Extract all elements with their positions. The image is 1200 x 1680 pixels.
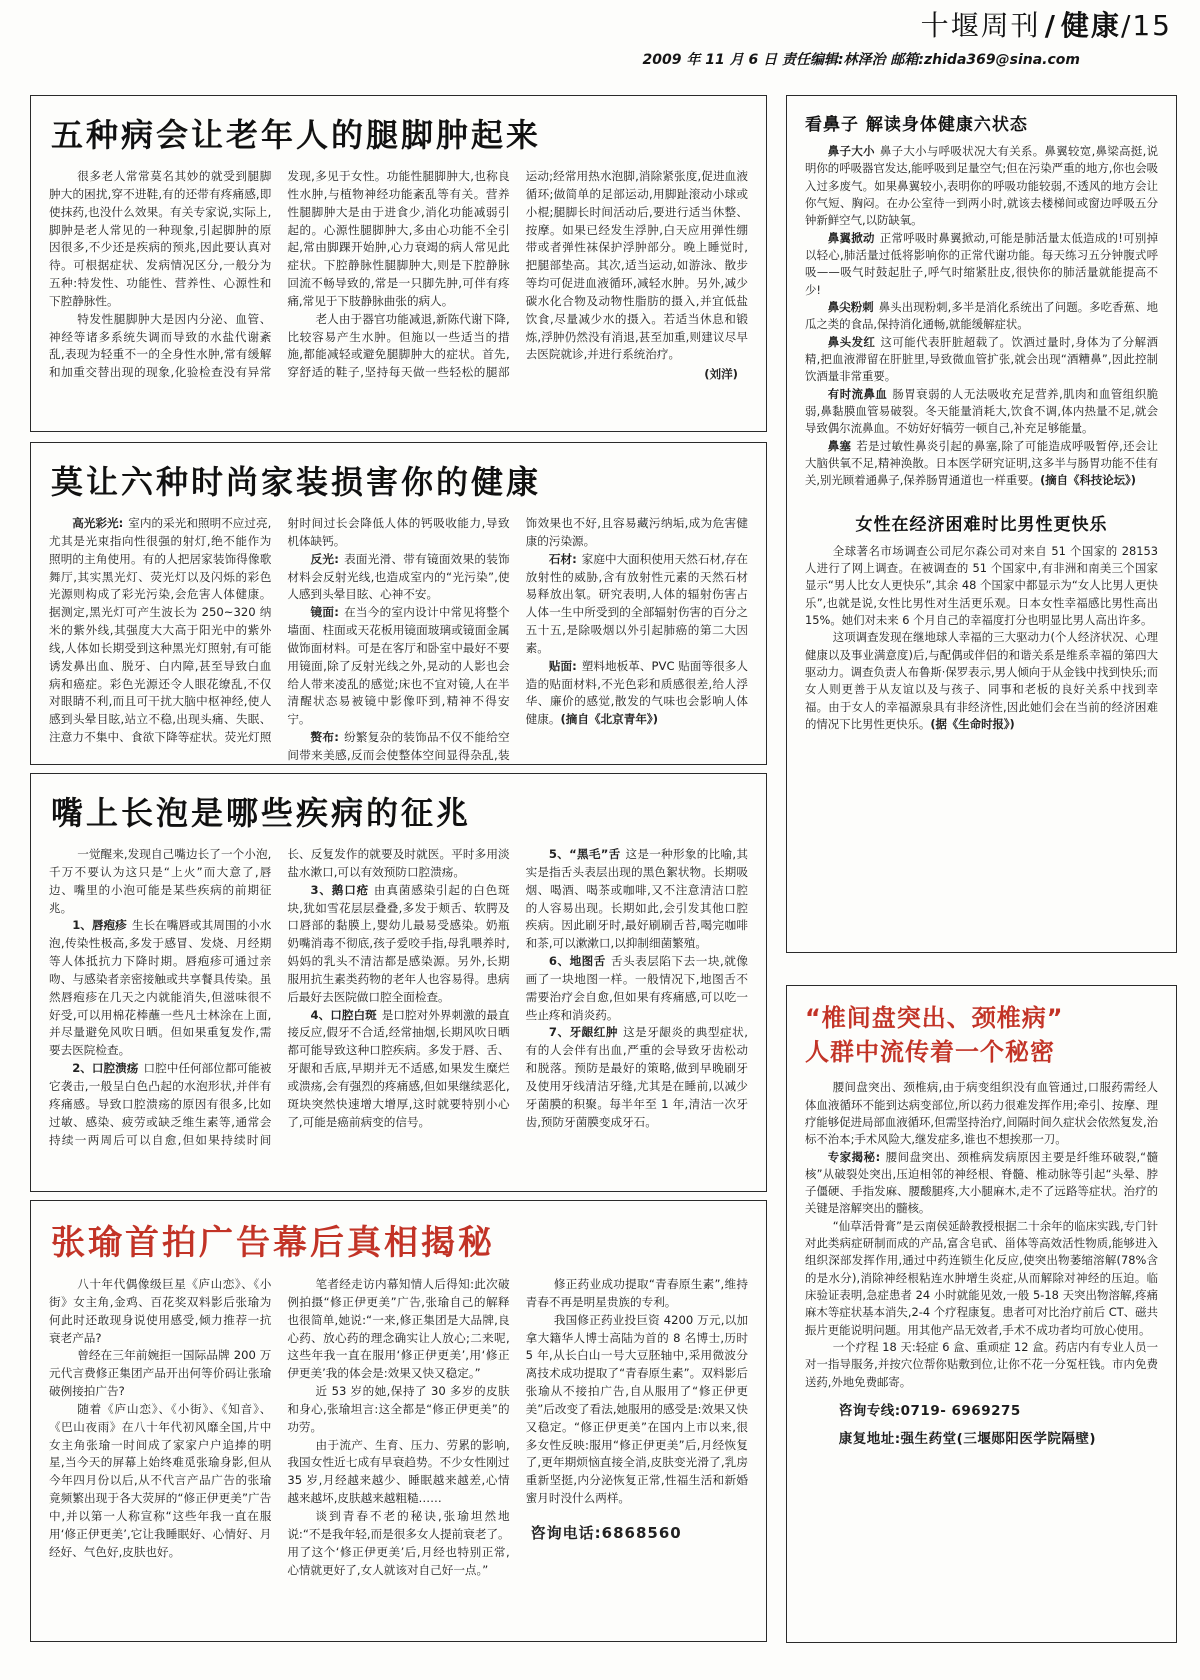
paragraph	[49, 1347, 271, 1401]
paragraph-text: 这是一种形象的比喻,其实是指舌头表层出现的黑色絮状物。长期吸烟、喝酒、喝茶或咖啡,又不注意清洁口腔的人容易出现。长期如此,会引发其他口腔疾病。因此刷牙时,最好刷刷舌苔,喝完咖啡和茶,可以漱漱口,以抑制细菌繁殖。	[525, 847, 748, 951]
paragraph-text: 鼻子大小与呼吸状况大有关系。鼻翼较宽,鼻梁高挺,说明你的呼吸器官发达,能呼吸到足量空气;但在污染严重的地方,你也会吸入过多废气。如果鼻翼较小,表明你的呼吸功能较弱,不透风的地方会让你气短、胸闷。在办公室待一到两小时,就该去楼梯间或窗边呼吸五分钟新鲜空气,以防缺氧。	[805, 144, 1158, 228]
paragraph-lead: 鼻子大小	[827, 144, 875, 158]
paragraph	[287, 1276, 509, 1383]
masthead-slash: /	[1044, 9, 1057, 42]
paragraph	[805, 334, 1158, 386]
paragraph-text: 是口腔对外界刺激的最直接反应,假牙不合适,经常抽烟,长期风吹日晒都可能导致这种口腔疾病。多发于唇、舌、牙龈和舌底,早期并无不适感,如果发生糜烂或溃疡,会有强烈的疼痛感,但如果继续恶化,斑块突然快速增大增厚,这时就要特别小心了,可能是癌前病变的信号。	[287, 1007, 510, 1129]
spine-headline-line1: “椎间盘突出、颈椎病”	[805, 1004, 1064, 1032]
paragraph	[805, 1218, 1158, 1339]
paragraph	[805, 629, 1158, 733]
paragraph	[287, 882, 509, 1007]
paragraph-text: 很多老人常常莫名其妙的就受到腿脚肿大的困扰,穿不进鞋,有的还带有疼痛感,即使抹药,也没什么效果。有关专家说,实际上,脚肿是老人常见的一种现象,引起脚肿的原因很多,不少还是疾病的预兆,因此要认真对待。可根据症状、发病情况区分,一般分为五种:特发性、功能性、营养性、心源性和下腔静脉性。	[49, 169, 272, 308]
paragraph-lead: 鼻塞	[827, 438, 852, 453]
paragraph	[49, 917, 271, 1060]
paragraph-lead: 3、鹅口疮	[310, 882, 370, 897]
paragraph-source: (摘自《科技论坛》)	[1040, 473, 1136, 488]
paragraph	[49, 1401, 271, 1562]
paragraph-lead: 高光彩光:	[72, 516, 124, 530]
article-legs-body	[49, 168, 748, 384]
paragraph-lead: 鼻翼掀动	[827, 230, 875, 245]
paragraph-lead: 4、口腔白斑	[310, 1007, 377, 1022]
publication-name: 十堰周刊	[920, 9, 1041, 42]
paragraph-lead: 镜面:	[310, 605, 339, 620]
paragraph	[526, 1312, 748, 1508]
paragraph	[49, 1276, 271, 1347]
paragraph-text: 正常呼吸时鼻翼掀动,可能是肺活量太低造成的!可别掉以轻心,肺活量过低将影响你的正常代谢功能。每天练习五分钟腹式呼吸——吸气时鼓起肚子,呼气时缩紧肚皮,很快你的肺活量就能提高不少!	[805, 230, 1158, 297]
paragraph	[287, 1437, 509, 1508]
paragraph-text: 全球著名市场调查公司尼尔森公司对来自 51 个国家的 28153 人进行了网上调查。在被调查的 51 个国家中,有非洲和南美三个国家显示“男人比女人更快乐”,其余 48 个国家中都显示为“女人比男人更快乐”,也就是说,女性比男性对生活更乐观。日本女性幸福感比男性高出 15%。她们对未来 6 个月自己的幸福度打分也明显比男人高出许多。	[805, 543, 1158, 627]
paragraph-text: 随着《庐山恋》、《小街》、《知音》、《巴山夜雨》在八十年代初风靡全国,片中女主角张瑜一时间成了家家户户追捧的明星,当今天的屏幕上始终难觅张瑜身影,但从今年四月份以后,从不代言产品广告的张瑜竟频繁出现于各大荧屏的“修正伊更美”广告中,并以第一人称宣称“这些年我一直在服用‘修正伊更美’,它让我睡眠好、心情好、月经好、气色好,皮肤也好。	[49, 1401, 272, 1559]
paragraph-lead: 贴面:	[548, 658, 577, 673]
spine-address: 康复地址:强生药堂(三堰郧阳医学院隔壁)	[838, 1431, 1096, 1448]
paragraph-text: 笔者经走访内幕知情人后得知:此次破例拍摄“修正伊更美”广告,张瑜自己的解释也很简单,她说:“一来,修正集团是大品牌,良心药、放心药的理念确实让人放心;二来呢,这些年我一直在服用‘修正伊更美’,用‘修正伊更美’我的体会是:效果又快又稳定。”	[287, 1277, 510, 1381]
paragraph-text: 由于流产、生育、压力、劳累的影响,我国女性近七成有早衰趋势。不少女性刚过 35 岁,月经越来越少、睡眠越来越差,心情越来越坏,皮肤越来越粗糙……	[287, 1437, 510, 1506]
paragraph-text: 特发性腿脚肿大是因内分泌、血管、神经等诸多系统失调而导致的水盐代谢紊乱,表现为轻重不一的全身性水肿,常有缓解和加重交替出现的现象,化验检查没有异常发现,多见于女性。功能性腿脚肿大,也称良性水肿,与植物神经功能紊乱等有关。营养性腿脚肿大是由于进食少,消化功能减弱引起的。心源性腿脚肿大,多由心功能不全引起,常由脚踝开始肿,心力衰竭的病人常见此症状。下腔静脉性腿脚肿大,则是下腔静脉回流不畅导致的,常是一只脚先肿,可伴有疼痛,常见于下肢静脉曲张的病人。	[49, 169, 510, 380]
article-zhangyu-box	[30, 1200, 767, 1642]
paragraph-text: 在当今的室内设计中常见将整个墙面、柱面或天花板用镜面玻璃或镜面金属做饰面材料。可是在客厅和卧室中最好不要用镜面,除了反射光线之外,晃动的人影也会给人带来凌乱的感觉;床也不宜对镜,人在半清醒状态易被镜中影像吓到,精神不得安宁。	[287, 605, 510, 727]
paragraph-lead: 有时流鼻血	[827, 386, 888, 401]
paragraph-text: 舌头表层陷下去一块,就像画了一块地图一样。一般情况下,地图舌不需要治疗会自愈,但如果有疼痛感,可以吃一些止疼和消炎药。	[525, 954, 748, 1022]
paragraph-lead: 鼻尖粉刺	[827, 299, 874, 314]
article-lips-box	[30, 773, 767, 1192]
paragraph	[49, 846, 271, 917]
paragraph	[526, 1024, 748, 1131]
paragraph-text: 纷繁复杂的装饰品不仅不能给空间带来美感,反而会使整体空间显得杂乱,装饰效果也不好,且容易藏污纳垢,成为危害健康的污染源。	[287, 516, 748, 762]
paragraph-lead: 鼻头发红	[827, 334, 876, 349]
paragraph-text: 咨询电话:6868560	[530, 1523, 682, 1542]
paragraph-source: (据《生命时报》)	[930, 716, 1015, 731]
article-zhangyu-body	[49, 1276, 748, 1579]
paragraph-text: 口腔中任何部位都可能被它袭击,一般呈白色凸起的水泡形状,并伴有疼痛感。导致口腔溃疡的原因有很多,比如过敏、感染、疲劳或缺乏维生素等,通常会持续一两周后可以自愈,但如果持续时间长、反复发作的就要及时就医。平时多用淡盐水漱口,可以有效预防口腔溃疡。	[49, 847, 510, 1147]
paragraph-text: 这是牙龈炎的典型症状,有的人会伴有出血,严重的会导致牙齿松动和脱落。预防是最好的策略,做到早晚刷牙及使用牙线清洁牙缝,尤其是在睡前,以减少牙菌膜的积聚。每半年至 1 年,清洁一次牙齿,预防牙菌膜变成牙石。	[525, 1025, 748, 1129]
paragraph	[526, 366, 748, 384]
paragraph	[526, 658, 748, 729]
paragraph-text: 家庭中大面积使用天然石材,存在放射性的威胁,含有放射性元素的天然石材易释放出氡。研究表明,人体的辐射伤害占人体一生中所受到的全部辐射伤害的百分之五十五,是除吸烟以外引起肺癌的第二大因素。	[525, 551, 748, 655]
paragraph	[526, 1522, 748, 1545]
paragraph-text: 这项调查发现在继地球人幸福的三大驱动力(个人经济状况、心理健康以及事业满意度)后,与配偶或伴侣的和谐关系是维系幸福的第四大驱动力。调查负责人布鲁斯·保罗表示,男人倾向于从金钱中找到快乐;而女人则更善于从友谊以及与孩子、同事和老板的良好关系中找到幸福。由于女人的幸福源泉具有非经济性,因此她们会在当前的经济困难的情况下比男性更快乐。	[805, 630, 1158, 731]
paragraph-text: 我国修正药业投巨资 4200 万元,以加拿大籍华人博士高陆为首的 8 名博士,历时 5 年,从长白山一号大豆胚轴中,采用微波分离技术成功提取了“青春原生素”。双料影后张瑜从不接拍广告,自从服用了“修正伊更美”后改变了看法,她服用的感受是:效果又快又稳定。“修正伊更美”在国内上市以来,很多女性反映:服用“修正伊更美”后,月经恢复了,更年期烦恼直接全消,皮肤变光滑了,乳房重新坚挺,内分泌恢复正常,性福生活和新婚蜜月时没什么两样。	[525, 1312, 748, 1506]
paragraph-text: 这可能代表肝脏超载了。饮酒过量时,身体为了分解酒精,把血液滞留在肝脏里,导致微血管扩张,就会出现“酒糟鼻”,因此控制饮酒量非常重要。	[805, 334, 1158, 384]
paragraph-lead: 石材:	[548, 551, 577, 566]
paragraph	[805, 299, 1158, 334]
paragraph-text: 近 53 岁的她,保持了 30 多岁的皮肤和身心,张瑜坦言:这全都是“修正伊更美”的功劳。	[287, 1384, 510, 1434]
article-women-body	[805, 543, 1158, 734]
paragraph	[805, 1079, 1158, 1148]
paragraph	[287, 1508, 509, 1579]
paragraph-text: 肠胃衰弱的人无法吸收充足营养,肌肉和血管组织脆弱,鼻黏膜血管易破裂。冬天能量消耗大,饮食不调,体内热量不足,就会导致偶尔流鼻血。不妨好好犒劳一顿自己,补充足够能量。	[805, 386, 1158, 436]
dateline: 2009 年 11 月 6 日 责任编辑:林泽治 邮箱:zhida369@sina.com	[642, 52, 1080, 68]
paragraph	[526, 1276, 748, 1312]
article-legs-box	[30, 95, 767, 432]
masthead-title	[643, 4, 1172, 44]
paragraph	[805, 143, 1158, 230]
paragraph	[287, 551, 509, 605]
paragraph	[805, 438, 1158, 490]
paragraph	[526, 953, 748, 1024]
paragraph-lead: 2、口腔溃疡	[72, 1061, 139, 1076]
paragraph-lead: 专家揭秘:	[827, 1149, 881, 1164]
paragraph-text: “仙草活骨膏”是云南侯延龄教授根据二十余年的临床实践,专门针对此类病症研制而成的产品,富含皂甙、甾体等高效活性物质,能够进入组织深部发挥作用,通过中药连锁生化反应,使突出物萎缩溶解(78%含的是水分),消除神经根粘连水肿增生炎症,从而解除对神经的压迫。临床验证表明,急症患者 24 小时就能见效,一般 5-18 天突出物溶解,疼痛麻木等症状基本消失,2-4 个疗程康复。患者可对比治疗前后 CT、磁共振片更能说明问题。用其他产品无效者,手术不成功者均可放心使用。	[805, 1218, 1158, 1337]
paragraph	[287, 1007, 509, 1132]
paragraph-lead: 赘布:	[310, 730, 339, 745]
article-legs-headline: 五种病会让老年人的腿脚肿起来	[51, 116, 542, 154]
spine-hotline: 咨询专线:0719- 6969275	[838, 1403, 1021, 1420]
article-spine-body	[805, 1079, 1158, 1391]
article-nose	[805, 110, 1158, 490]
paragraph	[287, 604, 509, 729]
paragraph-source: (摘自《北京青年》)	[560, 712, 659, 727]
article-spine-box	[786, 985, 1177, 1643]
paragraph-text: 一觉醒来,发现自己嘴边长了一个小泡,千万不要认为这只是“上火”而大意了,唇边、嘴里的小泡可能是某些疾病的前期征兆。	[49, 847, 272, 915]
paragraph	[805, 386, 1158, 438]
paragraph-text: 一个疗程 18 天:轻症 6 盒、重顽症 12 盒。药店内有专业人员一对一指导服务,并按穴位帮你贴敷到位,让你不花一分冤枉钱。市内免费送药,外地免费邮寄。	[805, 1340, 1158, 1389]
masthead	[643, 4, 1172, 69]
paragraph	[526, 846, 748, 953]
paragraph-text: 八十年代偶像级巨星《庐山恋》、《小街》女主角,金鸡、百花奖双料影后张瑜为何此时还敢现身说使用感受,倾力推荐一抗衰老产品?	[49, 1277, 272, 1345]
paragraph	[805, 230, 1158, 299]
paragraph	[287, 1383, 509, 1437]
paragraph-text: 塑料地板革、PVC 贴面等很多人造的贴面材料,不光色彩和质感很差,给人浮华、廉价的感觉,散发的气味也会影响人体健康。	[525, 658, 748, 727]
article-decor-box	[30, 442, 767, 765]
article-lips-headline: 嘴上长泡是哪些疾病的征兆	[51, 794, 472, 832]
paragraph-text: 鼻头出现粉刺,多半是消化系统出了问题。多吃香蕉、地瓜之类的食品,保持消化通畅,就能缓解症状。	[805, 299, 1158, 332]
paragraph-text: 由真菌感染引起的白色斑块,犹如雪花层层叠叠,多发于颊舌、软腭及口唇部的黏膜上,婴幼儿最易受感染。奶瓶奶嘴消毒不彻底,孩子爱咬手指,母乳喂养时,妈妈的乳头不清洁都是感染源。另外,长期服用抗生素类药物的老年人也容易得。患病后最好去医院做口腔全面检查。	[287, 882, 510, 1004]
paragraph-lead: 5、“黑毛”舌	[548, 847, 621, 861]
paragraph-text: 老人由于器官功能减退,新陈代谢下降,比较容易产生水肿。但施以一些适当的措施,都能减轻或避免腿脚肿大的症状。首先,穿舒适的鞋子,坚持每天做一些轻松的腿部运动;经常用热水泡脚,消除紧张度,促进血液循环;做简单的足部运动,用脚趾滚动小球或小棍;腿脚长时间活动后,要进行适当休整、按摩。如果已经发生浮肿,白天应用弹性绷带或者弹性袜保护浮肿部分。晚上睡觉时,把腿部垫高。其次,适当运动,如游泳、散步等均可促进血液循环,减轻水肿。另外,减少碳水化合物及动物性脂肪的摄入,并宜低盐饮食,尽量减少水的摄入。若适当休息和锻炼,浮肿仍然没有消退,甚至加重,则建议尽早去医院就诊,并进行系统治疗。	[287, 169, 748, 380]
paragraph-text: 修正药业成功提取“青春原生素”,维持青春不再是明星贵族的专利。	[525, 1277, 748, 1309]
paragraph-text: 若是过敏性鼻炎引起的鼻塞,除了可能造成呼吸暂停,还会让大脑供氧不足,精神涣散。日本医学研究证明,这多半与肠胃功能不佳有关,别光顾着通鼻子,保养肠胃通道也一样重要。	[805, 438, 1158, 488]
paragraph-lead: 6、地图舌	[548, 954, 606, 969]
paragraph	[805, 1339, 1158, 1391]
paragraph-text: 谈到青春不老的秘诀,张瑜坦然地说:“不是我年轻,而是很多女人提前衰老了。用了这个‘修正伊更美’后,月经也特别正常,心情就更好了,女人就该对自己好一点。”	[287, 1508, 510, 1577]
article-spine-headline	[805, 1002, 1158, 1069]
paragraph-text: 室内的采光和照明不应过亮,尤其是光束指向性很强的射灯,绝不能作为照明的主角使用。有的人把居家装饰得像歌舞厅,其实黑光灯、荧光灯以及闪烁的彩色光源则构成了彩光污染,会危害人体健康。据测定,黑光灯可产生波长为 250~320 纳米的紫外线,其强度大大高于阳光中的紫外线,人体如长期受到这种黑光灯照射,有可能诱发鼻出血、脱牙、白内障,甚至导致白血病和癌症。彩色光源还令人眼花缭乱,不仅对眼睛不利,而且可干扰大脑中枢神经,使人感到头晕目眩,站立不稳,出现头痛、失眠、注意力不集中、食欲下降等症状。荧光灯照射时间过长会降低人体的钙吸收能力,导致机体缺钙。	[49, 516, 510, 745]
paragraph-text: 表面光滑、带有镜面效果的装饰材料会反射光线,也造成室内的“光污染”,使人感到头晕目眩、心神不安。	[287, 551, 510, 602]
article-nose-headline: 看鼻子 解读身体健康六状态	[805, 115, 1028, 135]
sidebar-box	[786, 95, 1177, 953]
paragraph	[526, 551, 748, 658]
article-decor-body	[49, 515, 748, 765]
article-nose-body	[805, 143, 1158, 490]
section-name: 健康	[1060, 9, 1121, 42]
paragraph-text: 腰间盘突出、颈椎病发病原因主要是纤维环破裂,“髓核”从破裂处突出,压迫相邻的神经根、脊髓、椎动脉等引起“头晕、脖子僵硬、手指发麻、腰酸腿疼,大小腿麻木,走不了远路等症状。治疗的关键是溶解突出的髓核。	[805, 1149, 1158, 1216]
paragraph-text: 腰间盘突出、颈椎病,由于病变组织没有血管通过,口服药需经人体血液循环不能到达病变部位,所以药力很难发挥作用;牵引、按摩、理疗能够促进局部血液循环,但需坚持治疗,间隔时间久症状会依然复发,治标不治本;手术风险大,继发症多,谁也不想挨那一刀。	[805, 1080, 1158, 1147]
paragraph	[805, 1149, 1158, 1218]
paragraph-lead: 反光:	[310, 551, 339, 566]
article-decor-headline: 莫让六种时尚家装损害你的健康	[51, 463, 542, 501]
article-women	[805, 510, 1158, 734]
paragraph-text: 生长在嘴唇或其周围的小水泡,传染性极高,多发于感冒、发烧、月经期等人体抵抗力下降时期。唇疱疹可通过亲吻、与感染者亲密接触或共享餐具传染。虽然唇疱疹在几天之内就能消失,但滋味很不好受,可以用棉花棒蘸一些凡士林涂在上面,并尽量避免风吹日晒。但如果重复发作,需要去医院检查。	[49, 918, 272, 1058]
article-zhangyu-headline: 张瑜首拍广告幕后真相揭秘	[51, 1223, 495, 1263]
spine-headline-line2: 人群中流传着一个秘密	[805, 1037, 1055, 1066]
paragraph	[49, 168, 271, 311]
paragraph-text: 曾经在三年前婉拒一国际品牌 200 万元代言费修正集团产品开出何等价码让张瑜破例接拍广告?	[49, 1348, 272, 1399]
paragraph-lead: 1、唇疱疹	[72, 918, 127, 933]
page-number: /15	[1120, 9, 1172, 42]
paragraph-lead: 7、牙龈红肿	[548, 1025, 619, 1040]
article-women-headline: 女性在经济困难时比男性更快乐	[855, 514, 1108, 535]
article-lips-body	[49, 846, 748, 1149]
paragraph-text: (刘洋)	[704, 367, 738, 382]
paragraph	[805, 543, 1158, 630]
